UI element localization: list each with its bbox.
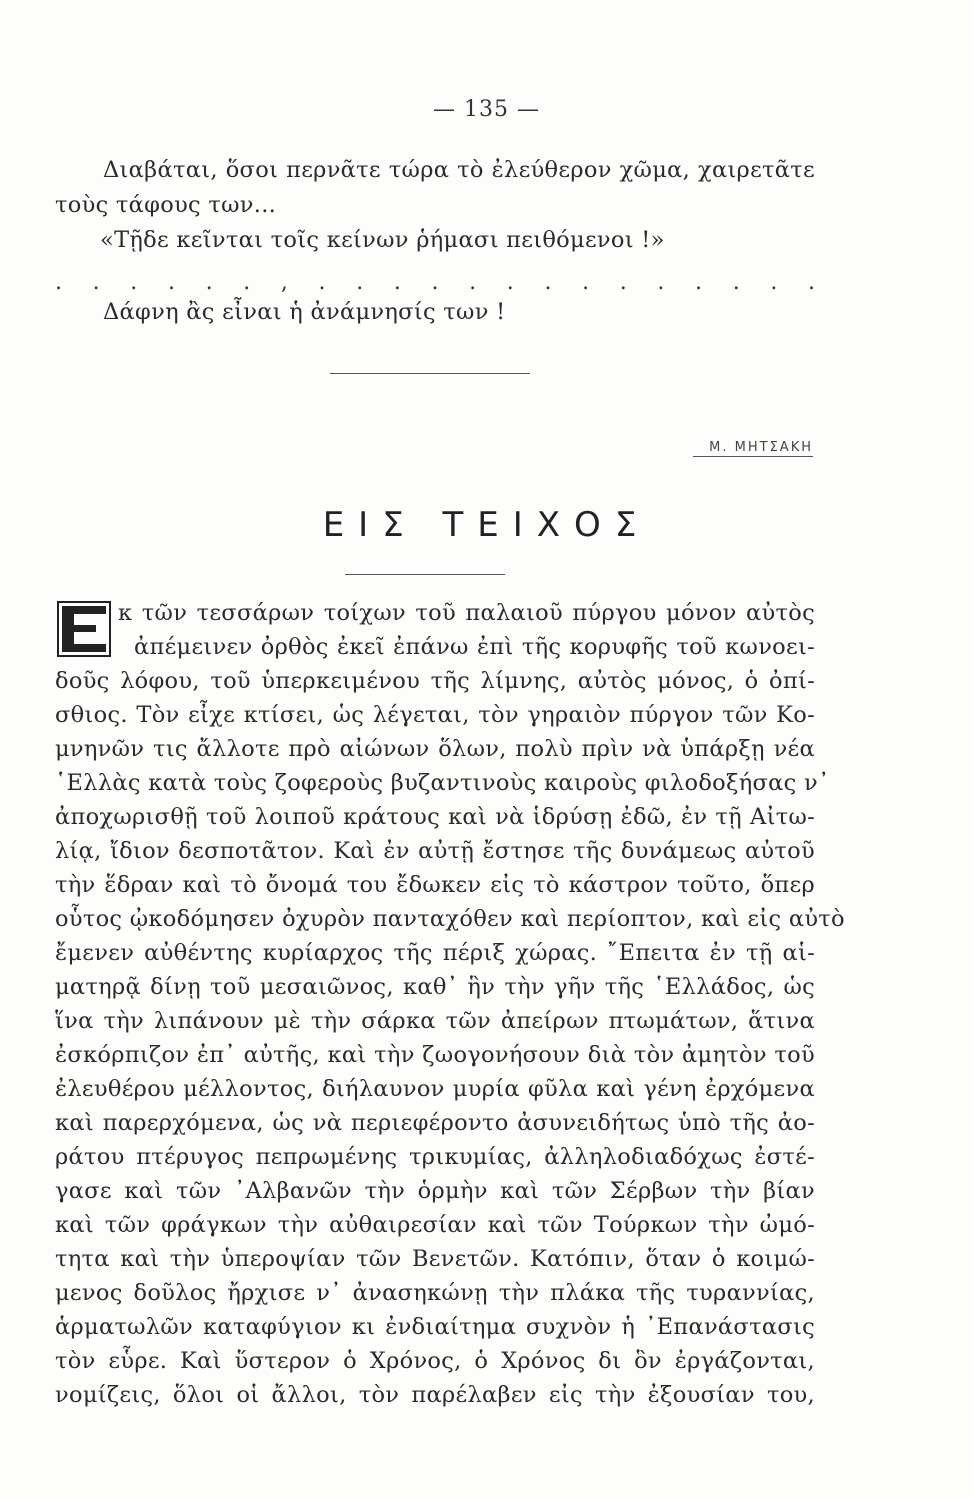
article-title: ΕΙΣ ΤΕΙΧΟΣ <box>322 505 651 545</box>
body-line-7: ἀποχωρισθῇ τοῦ λοιποῦ κράτους καὶ νὰ ἱδρύσῃ ἐδῶ, ἐν τῇ Αἰτω- <box>55 804 815 830</box>
body-line-20: τητα καὶ τὴν ὑπεροψίαν τῶν Βενετῶν. Κατόπιν, ὅταν ὁ κοιμώ- <box>55 1246 815 1272</box>
intro-line-1: Διαβάται, ὅσοι περνᾶτε τώρα τὸ ἐλεύθερον χῶμα, χαιρετᾶτε <box>103 157 815 183</box>
body-line-23: τὸν εὗρε. Καὶ ὕστερον ὁ Χρόνος, ὁ Χρόνος δι ὃν ἐργάζονται, <box>55 1348 815 1374</box>
body-line-22: ἁρματωλῶν καταφύγιον κι ἐνδιαίτημα συχνὸν ἡ ᾿Επανάστασις <box>55 1314 815 1340</box>
intro-line-2: τοὺς τάφους των... <box>55 192 277 218</box>
body-line-24: νομίζεις, ὅλοι οἱ ἄλλοι, τὸν παρέλαβεν εἰς τὴν ἐξουσίαν του, <box>55 1382 815 1408</box>
body-line-9: τὴν ἕδραν καὶ τὸ ὄνομά του ἔδωκεν εἰς τὸ κάστρον τοῦτο, ὅπερ <box>55 872 815 898</box>
intro-line-3: «Τῇδε κεῖνται τοῖς κείνων ῥήμασι πειθόμενοι !» <box>100 227 665 253</box>
body-line-4: σθιος. Τὸν εἶχε κτίσει, ὡς λέγεται, τὸν γηραιὸν πύργον τῶν Κο- <box>55 702 815 728</box>
ellipsis-dots: . . . . . . , . . . . . . . . . . . . . . <box>55 270 815 295</box>
body-line-18: γασε καὶ τῶν ᾿Αλβανῶν τὴν ὁρμὴν καὶ τῶν Σέρβων τὴν βίαν <box>55 1178 815 1204</box>
author-name: Μ. ΜΗΤΣΑΚΗ <box>693 440 813 457</box>
body-line-5: μνηνῶν τις ἄλλοτε πρὸ αἰώνων ὅλων, πολὺ πρὶν νὰ ὑπάρξῃ νέα <box>55 736 815 762</box>
body-line-19: καὶ τῶν φράγκων τὴν αὐθαιρεσίαν καὶ τῶν Τούρκων τὴν ὠμό- <box>55 1212 815 1238</box>
body-line-16: καὶ παρερχόμενα, ὡς νὰ περιεφέροντο ἀσυνειδήτως ὑπὸ τῆς ἀο- <box>55 1110 815 1136</box>
body-line-2: ἀπέμεινεν ὀρθὸς ἐκεῖ ἐπάνω ἐπὶ τῆς κορυφῆς τοῦ κωνοει- <box>134 634 815 660</box>
body-line-6: ῾Ελλὰς κατὰ τοὺς ζοφεροὺς βυζαντινοὺς καιροὺς φιλοδοξήσας ν᾿ <box>55 770 830 796</box>
closing-line: Δάφνη ἂς εἶναι ἡ ἀνάμνησίς των ! <box>103 299 506 325</box>
body-line-13: ἵνα τὴν λιπάνουν μὲ τὴν σάρκα τῶν ἀπείρων πτωμάτων, ἅτινα <box>55 1008 815 1034</box>
body-line-21: μενος δοῦλος ἤρχισε ν᾿ ἀνασηκώνῃ τὴν πλάκα τῆς τυραννίας, <box>55 1280 815 1306</box>
dropcap-letter <box>56 600 112 658</box>
body-line-12: ματηρᾷ δίνῃ τοῦ μεσαιῶνος, καθ᾿ ἣν τὴν γῆν τῆς ῾Ελλάδος, ὡς <box>55 974 815 1000</box>
body-line-3: δοῦς λόφου, τοῦ ὑπερκειμένου τῆς λίμνης, αὐτὸς μόνος, ὁ ὀπί- <box>55 668 815 694</box>
body-line-1: κ τῶν τεσσάρων τοίχων τοῦ παλαιοῦ πύργου μόνον αὐτὸς <box>118 600 815 626</box>
section-divider-title <box>345 574 505 575</box>
body-line-10: οὗτος ᾠκοδόμησεν ὀχυρὸν πανταχόθεν καὶ περίοπτον, καὶ εἰς αὐτὸ <box>55 906 845 932</box>
body-line-11: ἔμενεν αὐθέντης κυρίαρχος τῆς πέριξ χώρας. ῎Επειτα ἐν τῇ αἱ- <box>55 940 815 966</box>
section-divider-top <box>330 373 530 374</box>
body-line-17: ράτου πτέρυγος πεπρωμένης τρικυμίας, ἀλληλοδιαδόχως ἐστέ- <box>55 1144 815 1170</box>
body-line-14: ἐσκόρπιζον ἐπ᾿ αὐτῆς, καὶ τὴν ζωογονήσουν διὰ τὸν ἀμητὸν τοῦ <box>55 1042 815 1068</box>
dropcap-glyph <box>56 600 112 658</box>
page-number: — 135 — <box>433 97 540 122</box>
body-line-8: λίᾳ, ἴδιον δεσποτᾶτον. Καὶ ἐν αὐτῇ ἔστησε τῆς δυνάμεως αὐτοῦ <box>55 838 815 864</box>
body-line-15: ἐλευθέρου μέλλοντος, διήλαυνον μυρία φῦλα καὶ γένη ἐρχόμενα <box>55 1076 815 1102</box>
